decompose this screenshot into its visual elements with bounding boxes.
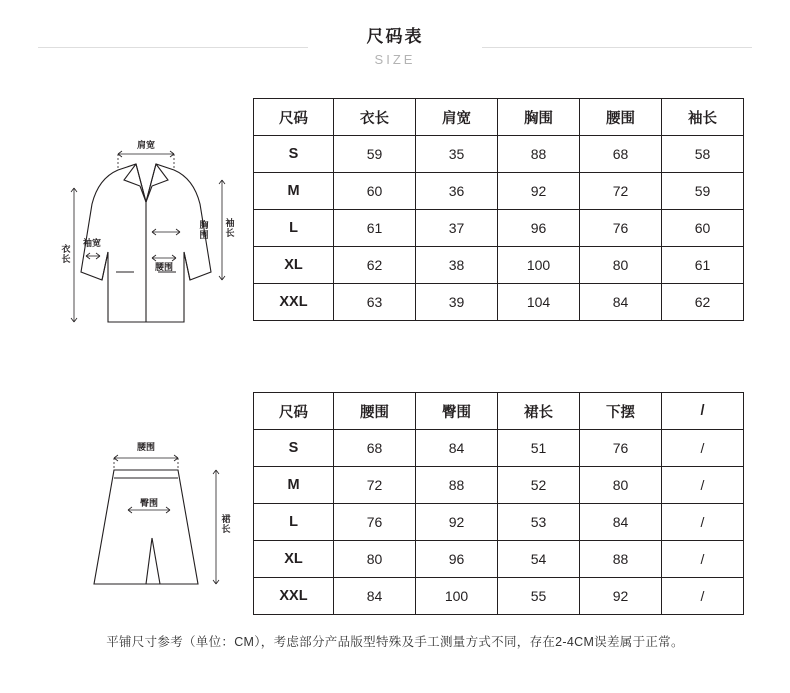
jacket-header-sleeve: 袖长 — [662, 99, 744, 136]
jacket-cell-length: 63 — [334, 284, 416, 321]
skirt-cell-waist: 68 — [334, 430, 416, 467]
skirt-label-length: 裙长 — [220, 514, 231, 534]
skirt-cell-waist: 72 — [334, 467, 416, 504]
skirt-cell-waist: 80 — [334, 541, 416, 578]
table-row — [254, 210, 744, 247]
jacket-cell-length: 60 — [334, 173, 416, 210]
jacket-row-size: L — [254, 210, 334, 247]
jacket-cell-length: 59 — [334, 136, 416, 173]
skirt-header-waist: 腰围 — [334, 393, 416, 430]
jacket-cell-bust: 88 — [498, 136, 580, 173]
table-header-row — [254, 393, 744, 430]
jacket-cell-waist: 80 — [580, 247, 662, 284]
jacket-header-bust: 胸围 — [498, 99, 580, 136]
jacket-cell-sleeve: 62 — [662, 284, 744, 321]
skirt-row-size: XL — [254, 541, 334, 578]
skirt-cell-hem: 76 — [580, 430, 662, 467]
skirt-label-waist: 腰围 — [136, 442, 155, 452]
jacket-size-table — [253, 98, 744, 321]
jacket-cell-sleeve: 58 — [662, 136, 744, 173]
skirt-row-size: L — [254, 504, 334, 541]
skirt-row-size: S — [254, 430, 334, 467]
skirt-cell-blank: / — [662, 467, 744, 504]
skirt-cell-length: 51 — [498, 430, 580, 467]
jacket-label-waist: 腰围 — [154, 262, 173, 272]
skirt-header-size: 尺码 — [254, 393, 334, 430]
skirt-cell-waist: 84 — [334, 578, 416, 615]
skirt-header-hem: 下摆 — [580, 393, 662, 430]
jacket-section — [38, 98, 744, 332]
page-title: 尺码表 — [366, 27, 424, 46]
skirt-cell-hip: 96 — [416, 541, 498, 578]
footer-note: 平铺尺寸参考（单位：CM），考虑部分产品版型特殊及手工测量方式不同，存在2-4CM误差属于正常。 — [106, 635, 684, 649]
skirt-row-size: XXL — [254, 578, 334, 615]
page-subtitle: SIZE — [374, 52, 416, 67]
table-row — [254, 284, 744, 321]
skirt-illustration-icon — [56, 428, 236, 608]
skirt-figure — [38, 392, 253, 608]
skirt-cell-hem: 92 — [580, 578, 662, 615]
skirt-cell-hem: 84 — [580, 504, 662, 541]
jacket-cell-sleeve: 61 — [662, 247, 744, 284]
jacket-label-length: 衣长 — [60, 244, 71, 264]
skirt-cell-hem: 80 — [580, 467, 662, 504]
table-row — [254, 430, 744, 467]
jacket-label-sleeve: 袖长 — [224, 218, 235, 238]
jacket-cell-shoulder: 37 — [416, 210, 498, 247]
jacket-illustration-icon — [56, 132, 236, 332]
skirt-cell-hip: 88 — [416, 467, 498, 504]
skirt-cell-length: 53 — [498, 504, 580, 541]
jacket-header-waist: 腰围 — [580, 99, 662, 136]
skirt-cell-hem: 88 — [580, 541, 662, 578]
table-row — [254, 247, 744, 284]
jacket-cell-waist: 72 — [580, 173, 662, 210]
skirt-cell-length: 54 — [498, 541, 580, 578]
jacket-row-size: M — [254, 173, 334, 210]
skirt-header-blank: / — [662, 393, 744, 430]
jacket-label-bust: 胸围 — [198, 220, 209, 240]
table-row — [254, 504, 744, 541]
jacket-header-size: 尺码 — [254, 99, 334, 136]
skirt-cell-length: 55 — [498, 578, 580, 615]
skirt-cell-waist: 76 — [334, 504, 416, 541]
jacket-figure — [38, 98, 253, 332]
header-divider-left — [38, 47, 308, 48]
jacket-cell-sleeve: 60 — [662, 210, 744, 247]
skirt-cell-blank: / — [662, 430, 744, 467]
skirt-header-length: 裙长 — [498, 393, 580, 430]
skirt-cell-hip: 92 — [416, 504, 498, 541]
jacket-cell-bust: 96 — [498, 210, 580, 247]
jacket-cell-shoulder: 39 — [416, 284, 498, 321]
skirt-cell-hip: 100 — [416, 578, 498, 615]
jacket-label-cuff: 袖宽 — [82, 238, 101, 248]
table-header-row — [254, 99, 744, 136]
table-row — [254, 136, 744, 173]
jacket-row-size: S — [254, 136, 334, 173]
jacket-cell-length: 61 — [334, 210, 416, 247]
skirt-header-hip: 臀围 — [416, 393, 498, 430]
skirt-cell-blank: / — [662, 504, 744, 541]
jacket-label-shoulder: 肩宽 — [136, 140, 155, 150]
skirt-cell-blank: / — [662, 578, 744, 615]
jacket-cell-bust: 92 — [498, 173, 580, 210]
skirt-size-table — [253, 392, 744, 615]
jacket-cell-shoulder: 36 — [416, 173, 498, 210]
jacket-cell-shoulder: 35 — [416, 136, 498, 173]
jacket-header-shoulder: 肩宽 — [416, 99, 498, 136]
jacket-cell-waist: 84 — [580, 284, 662, 321]
jacket-cell-length: 62 — [334, 247, 416, 284]
jacket-header-length: 衣长 — [334, 99, 416, 136]
jacket-row-size: XL — [254, 247, 334, 284]
skirt-cell-hip: 84 — [416, 430, 498, 467]
jacket-cell-sleeve: 59 — [662, 173, 744, 210]
skirt-cell-blank: / — [662, 541, 744, 578]
jacket-cell-bust: 100 — [498, 247, 580, 284]
header-divider-right — [482, 47, 752, 48]
skirt-label-hip: 臀围 — [139, 498, 158, 508]
table-row — [254, 467, 744, 504]
jacket-cell-bust: 104 — [498, 284, 580, 321]
jacket-row-size: XXL — [254, 284, 334, 321]
skirt-row-size: M — [254, 467, 334, 504]
jacket-cell-shoulder: 38 — [416, 247, 498, 284]
skirt-section — [38, 392, 744, 615]
skirt-cell-length: 52 — [498, 467, 580, 504]
table-row — [254, 541, 744, 578]
page-header — [0, 0, 790, 70]
table-row — [254, 173, 744, 210]
table-row — [254, 578, 744, 615]
jacket-cell-waist: 76 — [580, 210, 662, 247]
jacket-cell-waist: 68 — [580, 136, 662, 173]
